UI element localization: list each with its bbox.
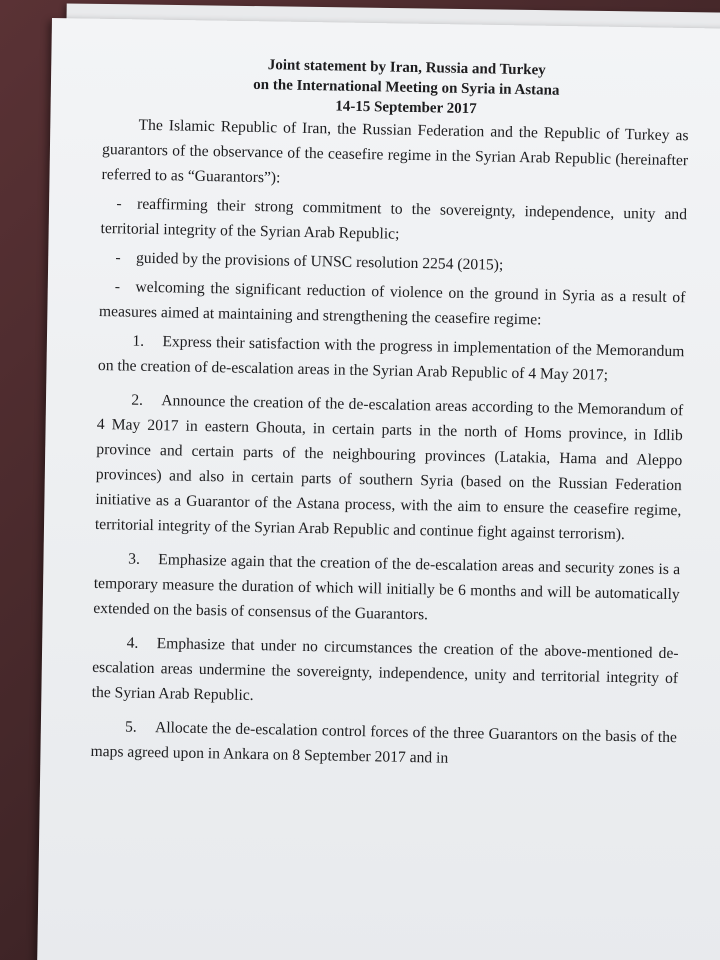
intro-paragraph: The Islamic Republic of Iran, the Russian Federation and the Republic of Turkey as guarantors of the observance of the ceasefire regime in the Syrian Arab Republic (hereinafter referred to as “Guarantors”): [101, 116, 689, 187]
dash-marker: - [114, 278, 121, 296]
item-number: 4. [126, 634, 139, 652]
item-text: Announce the creation of the de-escalation areas according to the Memorandum of 4 May 2017 in eastern Ghouta, in certain parts in the north of Homs province, in Idlib province and certain parts of the neighbouring provinces (Latakia, Hama and Aleppo provinces) and also in certain parts of southern Syria (based on the Russian Federation initiative as a Guarantor of the Astana process, with the aim to ensure the ceasefire regime, territorial integrity of the Syrian Arab Republic and continue fight against terrorism). [94, 392, 684, 544]
dash-marker: - [115, 249, 121, 267]
item-text: Emphasize that under no circumstances the creation of the above-mentioned de-escalation areas undermine the sovereignty, independence, unity and territorial integrity of the Syrian Arab Republic. [91, 635, 679, 704]
numbered-item [91, 630, 678, 716]
title-line-3: 14-15 September 2017 [335, 98, 477, 118]
item-number: 1. [132, 332, 145, 350]
numbered-item [93, 546, 680, 632]
item-text: Emphasize again that the creation of the de-escalation areas and security zones is a temporary measure the duration of which will initially be 6 months and will be automatically extended on the basis of consensus of the Guarantors. [93, 551, 681, 624]
title-line-2: on the International Meeting on Syria in Astana [253, 76, 560, 99]
item-text: Express their satisfaction with the progress in implementation of the Memorandum on the creation of de-escalation areas in the Syrian Arab Republic of 4 May 2017; [97, 333, 685, 384]
dash-item-text: welcoming the significant reduction of violence on the ground in Syria as a result of measures aimed at maintaining and strengthening the ceasefire regime: [98, 278, 686, 329]
document-body [90, 52, 690, 775]
title-line-1: Joint statement by Iran, Russia and Turkey [267, 57, 546, 79]
item-number: 2. [131, 391, 144, 409]
item-number: 5. [124, 718, 137, 736]
item-text: Allocate the de-escalation control forces of the three Guarantors on the basis of the maps agreed upon in Ankara on 8 September 2017 and in [90, 719, 678, 767]
dash-marker: - [116, 195, 122, 213]
dash-item-text: reaffirming their strong commitment to the sovereignty, independence, unity and territorial integrity of the Syrian Arab Republic; [100, 195, 688, 243]
dash-item-text: guided by the provisions of UNSC resolution 2254 (2015); [135, 249, 504, 274]
item-number: 3. [128, 550, 141, 568]
document-title [123, 52, 690, 123]
numbered-item [95, 387, 684, 548]
